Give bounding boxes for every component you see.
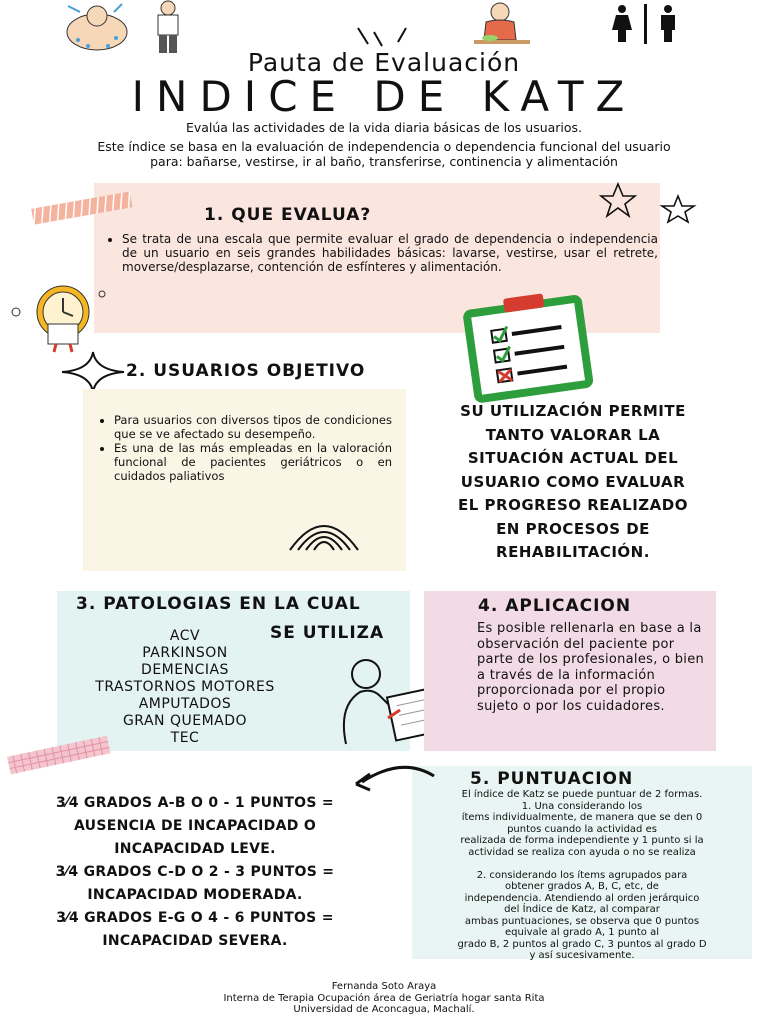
intro-text-1: Evalúa las actividades de la vida diaria básicas de los usuarios.: [185, 120, 583, 135]
section-5-text: [412, 789, 752, 962]
list-item: PARKINSON: [142, 645, 228, 661]
section-1-list: [100, 232, 658, 274]
grade-line: 3⁄4 GRADOS C-D O 2 - 3 PUNTOS =: [55, 864, 335, 880]
grade-line: 3⁄4 GRADOS E-G O 4 - 6 PUNTOS =: [56, 910, 334, 926]
text-line: grado B, 2 puntos al grado C, 3 puntos al grado D: [457, 938, 707, 950]
grade-line: INCAPACIDAD MODERADA.: [87, 887, 303, 903]
text-line: puntos cuando la actividad es: [507, 823, 657, 835]
list-item: ACV: [169, 628, 201, 644]
list-item: • Para usuarios con diversos tipos de condiciones que se ve afectado su desempeño.: [114, 413, 392, 441]
section-4-title: 4. APLICACION: [478, 596, 632, 616]
page-subtitle: Pauta de Evaluación: [247, 48, 521, 77]
sparkle-icon: [60, 350, 126, 394]
footer-author: Fernanda Soto Araya: [331, 981, 437, 992]
callout-text: SU UTILIZACIÓN PERMITE TANTO VALORAR LA SITUACIÓN ACTUAL DEL USUARIO COMO EVALUAR EL PROGRESO REALIZADO EN PROCESOS DE REHABILITACIÓN.: [458, 402, 688, 561]
section-2-title: 2. USUARIOS OBJETIVO: [126, 361, 366, 381]
standing-person-illustration: [146, 0, 190, 54]
checklist-clipboard-illustration: [452, 298, 602, 398]
list-item: GRAN QUEMADO: [122, 713, 248, 729]
text-line: realizada de forma independiente y 1 punto si la: [460, 835, 704, 846]
section-3-title-continued: SE UTILIZA: [270, 623, 385, 643]
footer: [0, 981, 768, 1016]
washi-tape-checkered: [4, 734, 114, 778]
section-2-body: [92, 413, 392, 483]
section-1-title: 1. QUE EVALUA?: [204, 205, 372, 225]
bathing-person-illustration: [58, 2, 136, 54]
list-item: • Es una de las más empleadas en la valoración funcional de pacientes geriátricos o en cuidados paliativos: [114, 441, 392, 483]
pathology-list: [60, 628, 310, 747]
section-1-body: [100, 232, 658, 274]
list-item: TRASTORNOS MOTORES: [95, 679, 275, 695]
text-line: 1. Una considerando los: [521, 800, 643, 812]
section-2-list: [92, 413, 392, 483]
eating-person-illustration: [468, 0, 534, 48]
restroom-icon: [606, 4, 686, 44]
text-line: 2. considerando los ítems agrupados para: [476, 869, 688, 881]
text-line: obtener grados A, B, C, etc, de: [505, 881, 659, 892]
page-title: INDICE DE KATZ: [131, 72, 637, 121]
text-line: ambas puntuaciones, se observa que 0 puntos: [464, 915, 700, 927]
text-line: El índice de Katz se puede puntuar de 2 formas.: [461, 789, 703, 800]
grade-line: 3⁄4 GRADOS A-B O 0 - 1 PUNTOS =: [56, 795, 334, 811]
section-4-text: Es posible rellenarla en base a la observación del paciente por parte de los profesionales, o bien a través de la información proporcionada por el propio sujeto o por los cuidadores.: [477, 621, 705, 714]
text-line: del Índice de Katz, al comparar: [504, 904, 660, 915]
emphasis-marks-icon: [356, 26, 412, 48]
text-line: [412, 858, 752, 870]
list-item: • Se trata de una escala que permite evaluar el grado de dependencia o independencia de un usuario en seis grandes habilidades básicas: lavarse, vestirse, usar el retrete, moverse/desplazarse, contención de esfínteres y alimentación.: [122, 232, 658, 274]
rainbow-arcs-icon: [286, 512, 362, 552]
grade-line: AUSENCIA DE INCAPACIDAD O: [73, 818, 317, 834]
washi-tape-stripe: [30, 192, 134, 226]
text-line: independencia. Atendiendo al orden jerárquico: [464, 892, 700, 904]
list-item: TEC: [170, 730, 200, 746]
list-item: DEMENCIAS: [141, 662, 229, 678]
text-line: y así sucesivamente.: [529, 950, 635, 961]
list-item: AMPUTADOS: [138, 696, 232, 712]
text-line: ítems individualmente, de manera que se den 0: [461, 812, 703, 823]
grade-line: INCAPACIDAD LEVE.: [114, 841, 276, 857]
grade-line: INCAPACIDAD SEVERA.: [102, 933, 288, 949]
star-doodles-icon: [604, 180, 700, 224]
section-5-title: 5. PUNTUACION: [470, 769, 634, 789]
text-line: actividad se realiza con ayuda o no se realiza: [468, 846, 696, 858]
intro-text-2: Este índice se basa en la evaluación de independencia o dependencia funcional del usuario para: bañarse, vestirse, ir al baño, transferirse, continencia y alimentación: [97, 139, 671, 169]
footer-role: Interna de Terapia Ocupación área de Geriatría hogar santa Rita: [223, 992, 545, 1004]
text-line: equivale al grado A, 1 punto al: [505, 927, 659, 938]
section-3-title: 3. PATOLOGIAS EN LA CUAL: [76, 594, 361, 614]
footer-institution: Universidad de Aconcagua, Machalí.: [293, 1004, 475, 1015]
clock-person-illustration: [8, 282, 108, 352]
grades-list: [34, 792, 356, 953]
